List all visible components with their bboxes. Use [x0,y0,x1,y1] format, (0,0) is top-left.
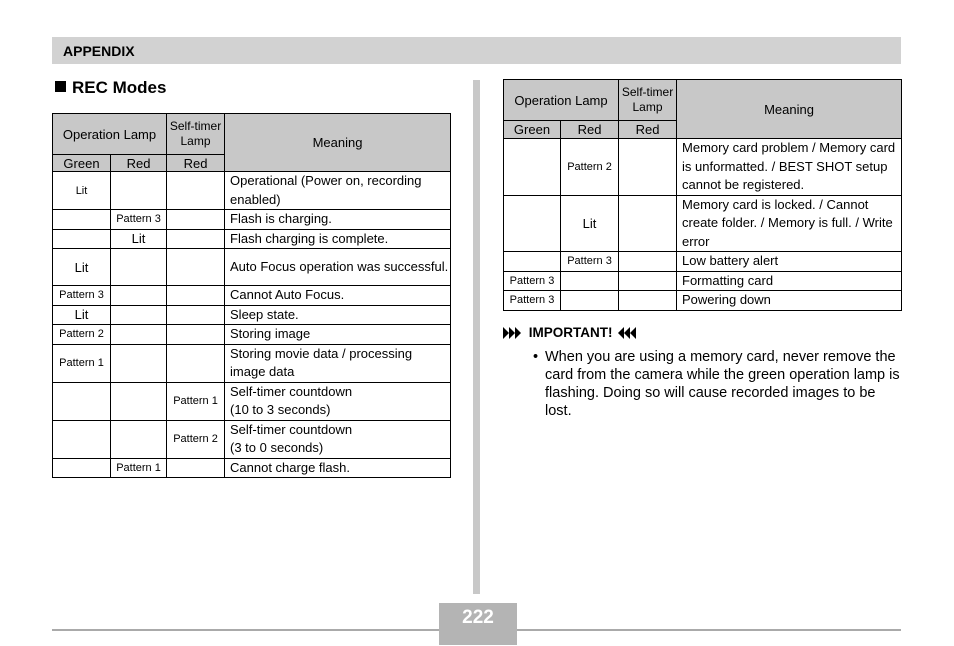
rec-modes-table-continued [503,79,902,311]
meaning-cell: Sleep state. [225,305,451,325]
meaning-cell: Auto Focus operation was successful. [225,249,451,286]
meaning-cell: Self-timer countdown (3 to 0 seconds) [225,420,451,458]
red-cell: Lit [561,195,619,252]
self-timer-cell [167,286,225,306]
table-row [53,286,451,306]
table-row [504,271,902,291]
meaning-header: Meaning [225,114,451,172]
page-number: 222 [462,607,494,628]
self-timer-cell: Pattern 2 [167,420,225,458]
red-header: Red [111,155,167,172]
meaning-cell: Low battery alert [677,252,902,272]
column-divider [473,80,480,594]
table-row [53,344,451,382]
self-timer-cell [619,291,677,311]
red-cell [111,172,167,210]
table-row [53,420,451,458]
meaning-cell: Memory card is locked. / Cannot create folder. / Memory is full. / Write error [677,195,902,252]
table-row [53,325,451,345]
red-cell: Pattern 2 [561,139,619,196]
green-header: Green [53,155,111,172]
self-timer-lamp-header: Self-timer Lamp [619,80,677,121]
section-header-bar [52,37,901,64]
green-cell [504,252,561,272]
self-timer-cell [619,271,677,291]
section-label: APPENDIX [63,43,135,59]
table-row [504,195,902,252]
red-header: Red [561,121,619,139]
red-cell: Pattern 3 [561,252,619,272]
rec-modes-title: REC Modes [72,78,167,97]
red-cell [561,291,619,311]
important-text: When you are using a memory card, never remove the card from the camera while the green operation lamp is flashing. Doing so will cause recorded images to be lost. [545,349,900,419]
red-header-2: Red [619,121,677,139]
table-row [504,291,902,311]
red-cell [111,382,167,420]
important-right-icon [616,327,638,342]
table-row [53,382,451,420]
self-timer-cell [167,344,225,382]
green-cell: Pattern 3 [504,291,561,311]
self-timer-cell [167,305,225,325]
meaning-cell: Cannot Auto Focus. [225,286,451,306]
green-cell: Lit [53,305,111,325]
red-cell: Pattern 1 [111,458,167,478]
self-timer-cell [619,195,677,252]
important-label: IMPORTANT! [528,325,613,340]
green-cell [53,420,111,458]
green-cell [504,139,561,196]
self-timer-cell [619,252,677,272]
meaning-cell: Powering down [677,291,902,311]
red-cell [111,286,167,306]
table-row [504,252,902,272]
red-header-2: Red [167,155,225,172]
operation-lamp-header: Operation Lamp [53,114,167,155]
self-timer-cell [167,210,225,230]
green-header: Green [504,121,561,139]
green-cell [504,195,561,252]
self-timer-cell [167,229,225,249]
meaning-cell: Flash is charging. [225,210,451,230]
meaning-cell: Operational (Power on, recording enabled) [225,172,451,210]
table-row [504,139,902,196]
self-timer-lamp-header: Self-timer Lamp [167,114,225,155]
table-row [53,229,451,249]
page-number-tab [439,631,517,645]
red-cell [561,271,619,291]
green-cell [53,229,111,249]
bullet-mark: • [533,349,539,365]
meaning-cell: Formatting card [677,271,902,291]
red-cell: Pattern 3 [111,210,167,230]
green-cell: Pattern 2 [53,325,111,345]
table-row [53,210,451,230]
red-cell: Lit [111,229,167,249]
rec-modes-table [52,113,451,478]
red-cell [111,344,167,382]
meaning-cell: Storing movie data / processing image data [225,344,451,382]
meaning-cell: Memory card problem / Memory card is unformatted. / BEST SHOT setup cannot be registered. [677,139,902,196]
self-timer-cell [619,139,677,196]
green-cell: Pattern 1 [53,344,111,382]
table-header-row [53,114,451,155]
green-cell [53,210,111,230]
self-timer-cell [167,172,225,210]
red-cell [111,420,167,458]
self-timer-cell [167,325,225,345]
self-timer-cell [167,458,225,478]
green-cell [53,382,111,420]
important-heading [503,325,638,342]
table-row [53,458,451,478]
operation-lamp-header: Operation Lamp [504,80,619,121]
meaning-cell: Storing image [225,325,451,345]
section-title [55,78,166,98]
meaning-cell: Cannot charge flash. [225,458,451,478]
self-timer-cell: Pattern 1 [167,382,225,420]
green-cell [53,458,111,478]
self-timer-cell [167,249,225,286]
page-number-box [439,603,517,631]
meaning-cell: Flash charging is complete. [225,229,451,249]
meaning-header: Meaning [677,80,902,139]
square-bullet-icon [55,81,66,92]
table-row [53,172,451,210]
red-cell [111,325,167,345]
important-note [533,348,903,420]
red-cell [111,305,167,325]
green-cell: Lit [53,172,111,210]
table-row [53,249,451,286]
green-cell: Lit [53,249,111,286]
table-row [53,305,451,325]
important-left-icon [503,327,525,342]
green-cell: Pattern 3 [53,286,111,306]
red-cell [111,249,167,286]
green-cell: Pattern 3 [504,271,561,291]
meaning-cell: Self-timer countdown (10 to 3 seconds) [225,382,451,420]
table-header-row [504,80,902,121]
